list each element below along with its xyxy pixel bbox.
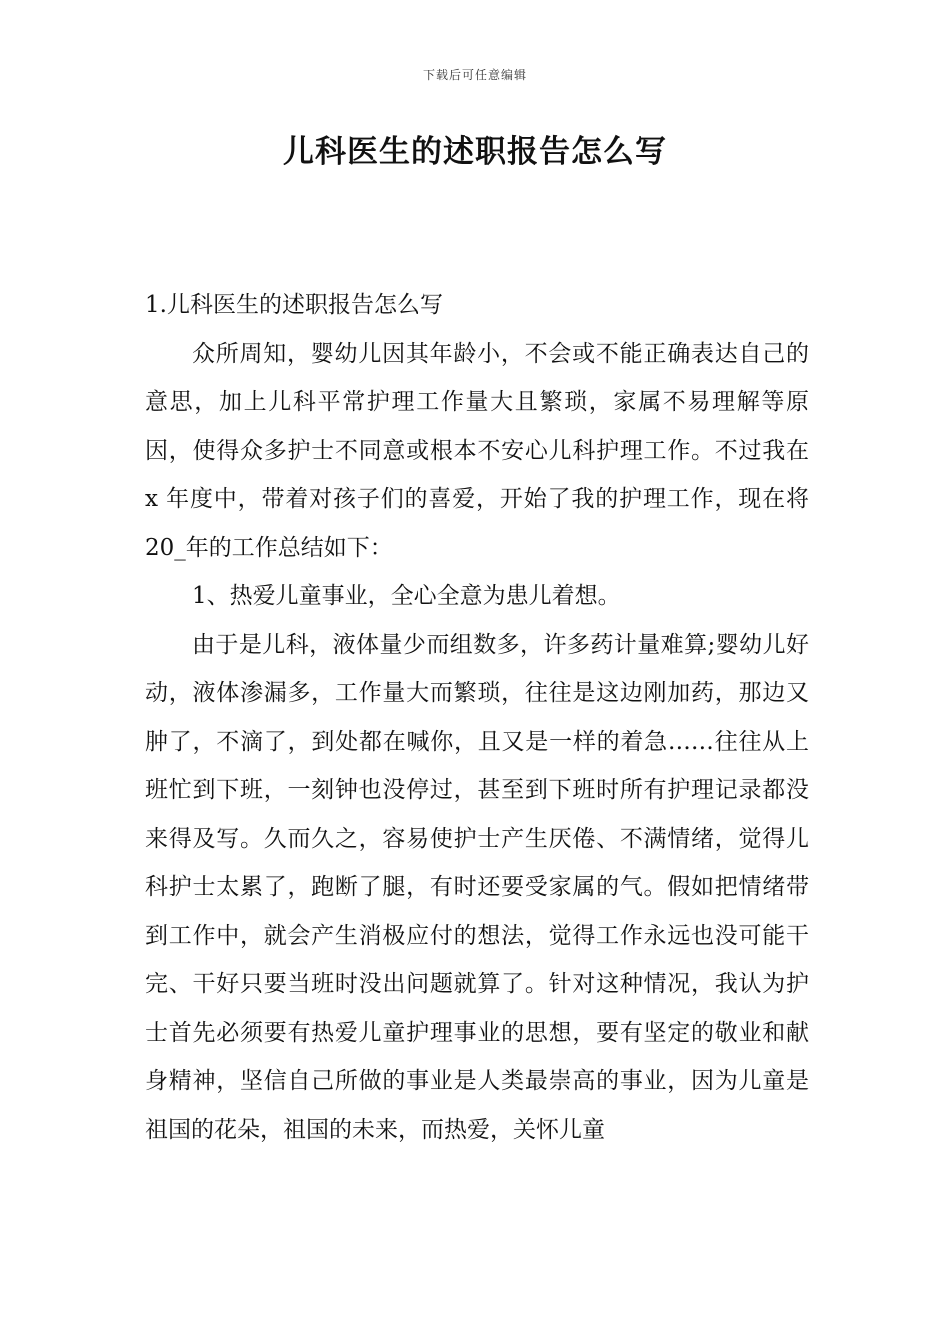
paragraph-intro: 众所周知，婴幼儿因其年龄小，不会或不能正确表达自己的意思，加上儿科平常护理工作量大且繁琐，家属不易理解等原因，使得众多护士不同意或根本不安心儿科护理工作。不过我在 x 年度中，带着对孩子们的喜爱，开始了我的护理工作，现在将 20_年的工作总结如下： bbox=[145, 340, 809, 561]
paragraph-detail: 由于是儿科，液体量少而组数多，许多药计量难算;婴幼儿好动，液体渗漏多，工作量大而繁琐，往往是这边刚加药，那边又肿了，不滴了，到处都在喊你，且又是一样的着急……往往从上班忙到下班，一刻钟也没停过，甚至到下班时所有护理记录都没来得及写。久而久之，容易使护士产生厌倦、不满情绪，觉得儿科护士太累了，跑断了腿，有时还要受家属的气。假如把情绪带到工作中，就会产生消极应付的想法，觉得工作永远也没可能干完、干好只要当班时没出问题就算了。针对这种情况，我认为护士首先必须要有热爱儿童护理事业的思想，要有坚定的敬业和献身精神，坚信自己所做的事业是人类最崇高的事业，因为儿童是祖国的花朵，祖国的未来，而热爱，关怀儿童 bbox=[145, 631, 809, 1143]
document-body bbox=[145, 281, 809, 1154]
document-title: 儿科医生的述职报告怎么写 bbox=[283, 134, 667, 170]
section-heading: 1.儿科医生的述职报告怎么写 bbox=[145, 292, 443, 318]
header-note: 下载后可任意编辑 bbox=[422, 68, 527, 82]
paragraph-point-1: 1、热爱儿童事业，全心全意为患儿着想。 bbox=[192, 583, 621, 609]
